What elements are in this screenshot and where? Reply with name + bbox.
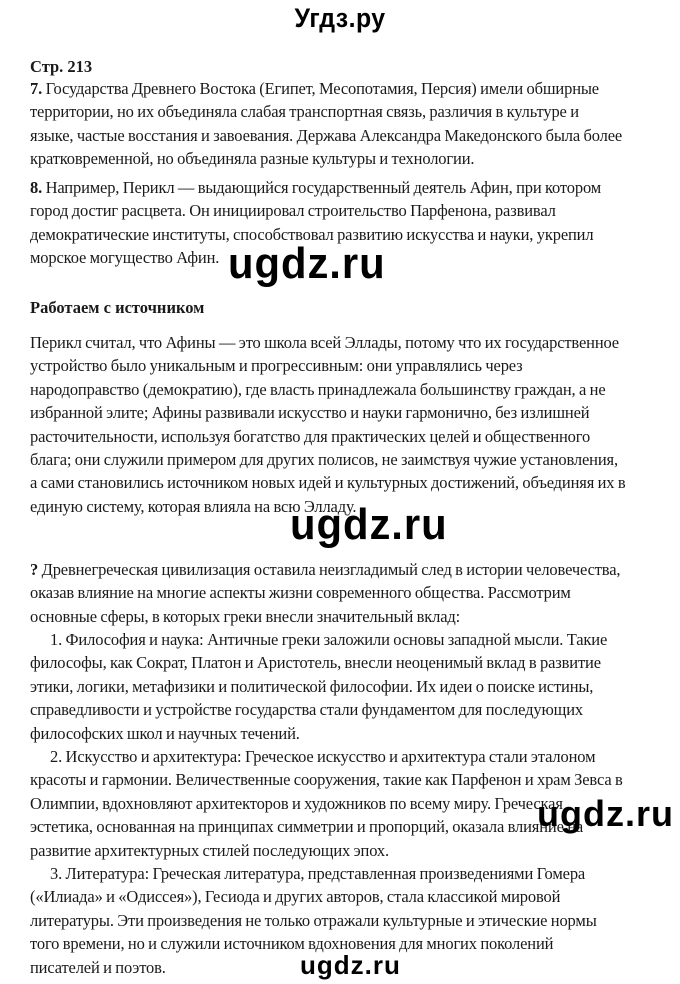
source-paragraph: Перикл считал, что Афины — это школа всей Эллады, потому что их государственное устройство было уникальным и прогрессивным: они управлялись через народоправство (демократию), где власть принадлежала большинству граждан, а не избранной элите; Афины развивали искусство и науки гармонично, без излишней расточительности, используя богатство для практических целей и общественного блага; они служили примером для других полисов, не заимствуя чужие установления, а сами становились источником новых идей и культурных достижений, объединяя их в единую систему, которая влияла на всю Элладу. bbox=[30, 333, 626, 516]
site-title: Угдз.ру bbox=[294, 3, 386, 33]
watermark: ugdz.ru bbox=[537, 793, 674, 834]
section-title-source: Работаем с источником bbox=[30, 298, 205, 317]
answer-8: 8. Например, Перикл — выдающийся государственный деятель Афин, при котором город достиг расцвета. Он инициировал строительство Парфенона, развивал демократические институты, способствовал развитию искусства и науки, укрепил морское могущество Афин. bbox=[30, 178, 602, 268]
question-intro: ? Древнегреческая цивилизация оставила неизгладимый след в истории человечества, оказав влияние на многие аспекты жизни современного общества. Рассмотрим основные сферы, в которых греки внесли значительный вклад: bbox=[30, 560, 621, 626]
watermark: ugdz.ru bbox=[300, 950, 401, 980]
question-item-literature: 3. Литература: Греческая литература, представленная произведениями Гомера («Илиада» и «Одиссея»), Гесиода и других авторов, стала классикой мировой литературы. Эти произведения не только отражали культурные и этические нормы того времени, но и служили источником вдохновения для многих поколений писателей и поэтов. bbox=[30, 864, 597, 977]
watermark: ugdz.ru bbox=[228, 239, 386, 288]
question-marker: ? bbox=[30, 560, 39, 579]
answer-number: 8. bbox=[30, 178, 43, 197]
question-item-philosophy: 1. Философия и наука: Античные греки заложили основы западной мысли. Такие философы, как Сократ, Платон и Аристотель, внесли неоценимый вклад в развитие этики, логики, метафизики и политической философии. Их идеи о поиске истины, справедливости и устройстве государства стали фундаментом для последующих философских школ и научных течений. bbox=[30, 630, 608, 743]
answer-7: 7. Государства Древнего Востока (Египет, Месопотамия, Персия) имели обширные территории, но их объединяла слабая транспортная связь, различия в культуре и языке, частые восстания и завоевания. Держава Александра Македонского была более кратковременной, но объединяла разные культуры и технологии. bbox=[30, 79, 623, 169]
question-item-art: 2. Искусство и архитектура: Греческое искусство и архитектура стали эталоном красоты и гармонии. Величественные сооружения, такие как Парфенон и храм Зевса в Олимпии, вдохновляют архитекторов и художников по всему миру. Греческая эстетика, основанная на принципах симметрии и пропорций, оказала влияние на развитие архитектурных стилей последующих эпох. bbox=[30, 747, 623, 860]
answer-number: 7. bbox=[30, 79, 43, 98]
watermark: ugdz.ru bbox=[290, 500, 448, 549]
page-number-label: Стр. 213 bbox=[30, 57, 93, 76]
